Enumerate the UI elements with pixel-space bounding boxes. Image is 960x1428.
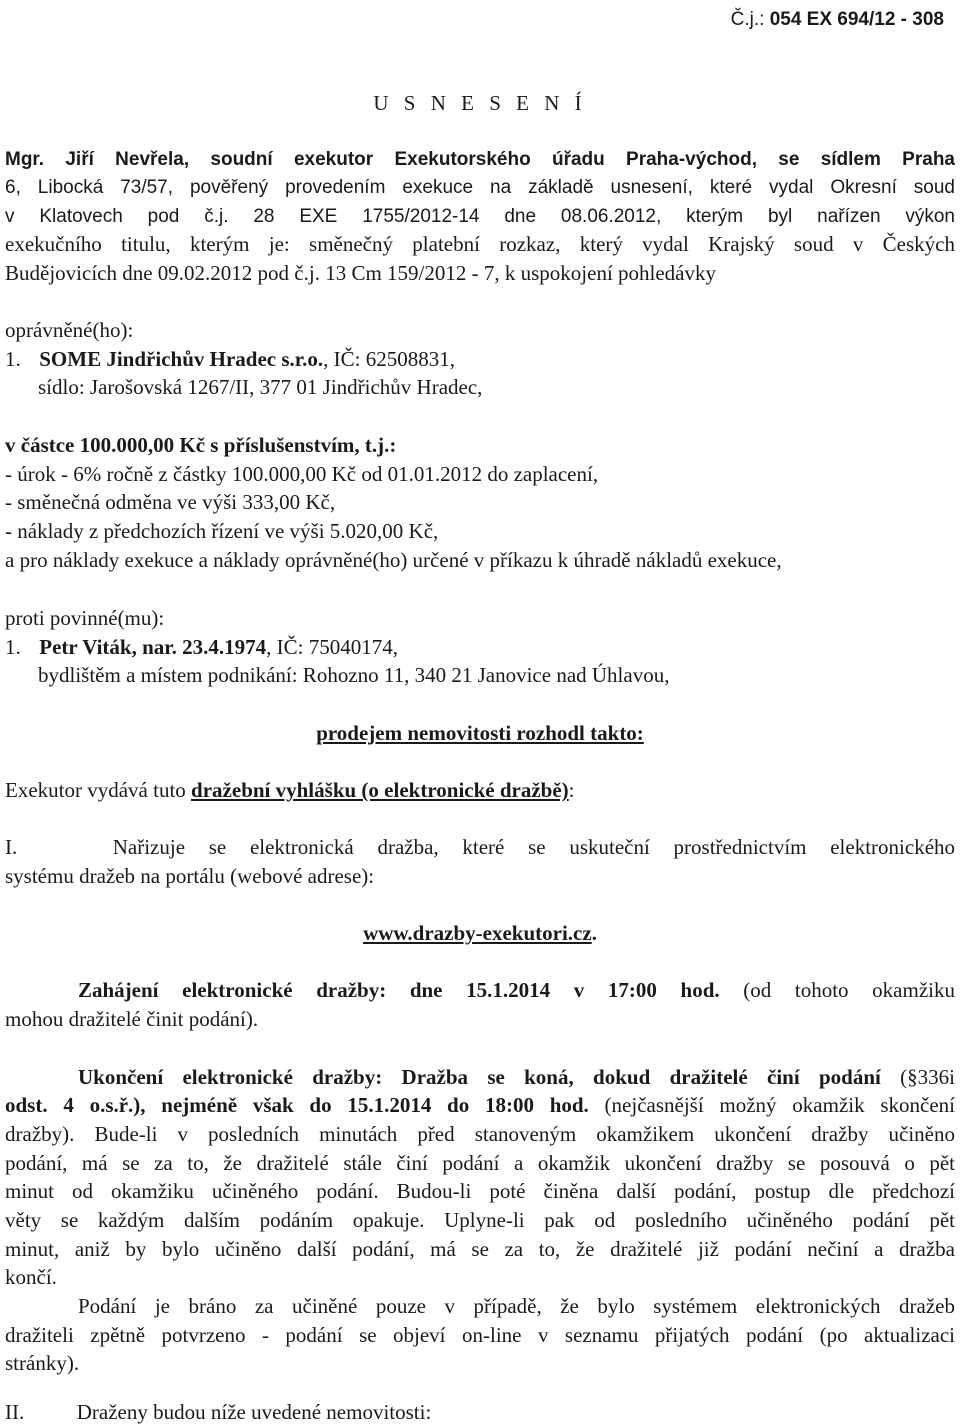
auction-end-line-5: minut od okamžiku učiněného podání. Budou-li poté činěna další podání, postup dle předchozí: [5, 1179, 955, 1203]
debtor-heading: proti povinné(mu):: [5, 606, 165, 630]
auction-end-line-2: [5, 1090, 955, 1121]
auction-end-line-3: dražby). Bude-li v posledních minutách před stanoveným okamžikem ukončení dražby učiněno: [5, 1122, 955, 1146]
debtor-entry: [5, 632, 955, 663]
auction-end-label: Ukončení elektronické dražby: Dražba se koná, dokud dražitelé činí podání: [78, 1065, 881, 1089]
reference-number: [731, 4, 944, 35]
document-title: U S N E S E N Í: [373, 91, 587, 115]
debtor-address: bydlištěm a místem podnikání: Rohozno 11, 340 21 Janovice nad Úhlavou,: [38, 663, 670, 687]
auction-portal: [0, 918, 960, 949]
claim-amount: v částce 100.000,00 Kč s příslušenstvím, t.j.:: [5, 433, 397, 457]
intro-line-2: [5, 172, 955, 203]
section-1-line-2: systému dražeb na portálu (webové adrese):: [5, 864, 375, 888]
creditor-number: 1.: [5, 347, 21, 371]
intro-line-1: Mgr. Jiří Nevřela, soudní exekutor Exekutorského úřadu Praha-východ, se sídlem Praha: [5, 149, 955, 170]
debtor-name: Petr Viták, nar. 23.4.1974: [39, 635, 267, 659]
claim-item-fee: - směnečná odměna ve výši 333,00 Kč,: [5, 490, 336, 514]
section-2-number: II.: [5, 1400, 25, 1424]
auction-start-label: Zahájení elektronické dražby: dne 15.1.2014 v 17:00 hod.: [78, 978, 720, 1002]
auction-notice: [5, 775, 955, 806]
auction-start-rest: (od tohoto okamžiku: [743, 978, 955, 1002]
confirmation-line-3: stránky).: [5, 1351, 80, 1375]
debtor-number: 1.: [5, 635, 21, 659]
portal-link-suffix: .: [591, 921, 597, 945]
notice-suffix: :: [568, 778, 575, 802]
reference-value: 054 EX 694/12 - 308: [769, 9, 944, 30]
confirmation-line-1: Podání je bráno za učiněné pouze v případě, že bylo systémem elektronických dražeb: [78, 1294, 955, 1318]
claim-item-interest: - úrok - 6% ročně z částky 100.000,00 Kč od 01.01.2012 do zaplacení,: [5, 462, 599, 486]
section-1-number: I.: [5, 835, 18, 859]
creditor-heading: oprávněné(ho):: [5, 318, 134, 342]
auction-start-line-1: [78, 975, 955, 1006]
section-2: [5, 1397, 955, 1428]
notice-prefix: Exekutor vydává tuto: [5, 778, 192, 802]
creditor-ic: , IČ: 62508831,: [323, 347, 456, 371]
section-1-line-1: [5, 832, 955, 863]
auction-end-deadline: odst. 4 o.s.ř.), nejméně však do 15.1.2014 do 18:00 hod.: [5, 1093, 589, 1117]
portal-link[interactable]: www.drazby-exekutori.cz: [363, 921, 592, 945]
auction-end-line-4: podání, má se za to, že dražitelé stále činí podání a okamžik ukončení dražby se posouvá o pět: [5, 1151, 955, 1175]
claim-item-costs: - náklady z předchozích řízení ve výši 5.020,00 Kč,: [5, 519, 439, 543]
section-2-text: Draženy budou níže uvedené nemovitosti:: [76, 1400, 432, 1424]
claim-execution-costs: a pro náklady exekuce a náklady oprávněné(ho) určené v příkazu k úhradě nákladů exekuce,: [5, 548, 782, 572]
reference-prefix: Č.j.:: [730, 9, 770, 30]
auction-start-line-2: mohou dražitelé činit podání).: [5, 1007, 259, 1031]
auction-end-section: (§336i: [900, 1065, 955, 1089]
notice-title: dražební vyhlášku (o elektronické dražbě): [191, 778, 569, 802]
confirmation-line-2: dražiteli zpětně potvrzeno - podání se objeví on-line v seznamu přijatých podání (po aktualizaci: [5, 1323, 955, 1347]
intro-line-5: Budějovicích dne 09.02.2012 pod č.j. 13 Cm 159/2012 - 7, k uspokojení pohledávky: [5, 261, 717, 285]
intro-line-4: exekučního titulu, kterým je: směnečný platební rozkaz, který vydal Krajský soud v Českých: [5, 232, 955, 256]
intro-line-3: v Klatovech pod č.j. 28 EXE 1755/2012-14 dne 08.06.2012, kterým byl nařízen výkon: [5, 206, 955, 227]
creditor-entry: [5, 344, 955, 375]
creditor-address: sídlo: Jarošovská 1267/II, 377 01 Jindřichův Hradec,: [38, 375, 483, 399]
auction-end-line-8: končí.: [5, 1265, 57, 1289]
section-1-text: Nařizuje se elektronická dražba, které se uskuteční prostřednictvím elektronického: [112, 835, 956, 859]
decision-heading: prodejem nemovitosti rozhodl takto:: [316, 721, 644, 745]
auction-end-line-7: minut, aniž by bylo učiněno další podání, má se za to, že dražitelé již podání nečiní a dražba: [5, 1237, 955, 1261]
intro-line-2-text: 6, Libocká 73/57, pověřený provedením exekuce na základě usnesení, které vydal Okresní soud: [5, 177, 955, 198]
auction-end-line-6: věty se každým dalším podáním opakuje. Uplyne-li pak od posledního učiněného podání pět: [5, 1208, 955, 1232]
creditor-name: SOME Jindřichův Hradec s.r.o.: [39, 347, 324, 371]
debtor-ic: , IČ: 75040174,: [266, 635, 399, 659]
auction-end-earliest: (nejčasnější možný okamžik skončení: [604, 1093, 955, 1117]
auction-end-line-1: [78, 1062, 955, 1093]
